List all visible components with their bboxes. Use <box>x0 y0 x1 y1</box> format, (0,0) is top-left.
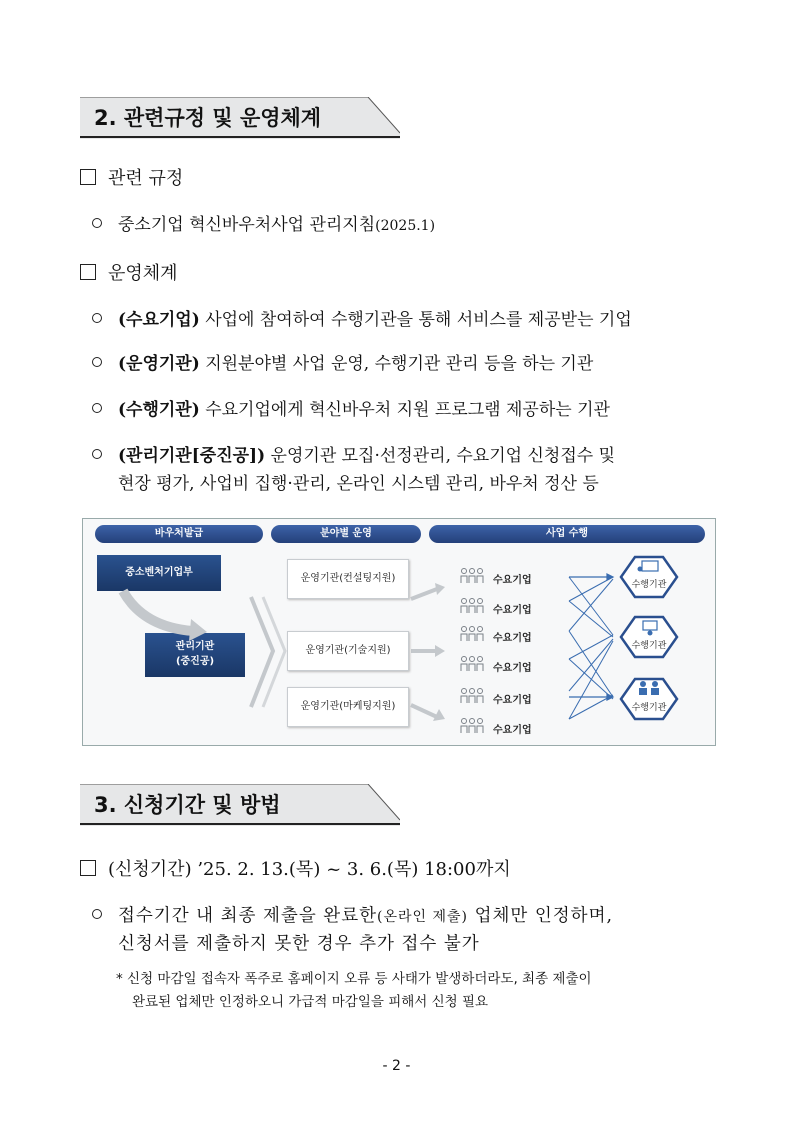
demand-company-5: 수요기업 <box>493 695 532 706</box>
regulation-item-date: (2025.1) <box>375 218 436 234</box>
operator-technology: 운영기관(기술지원) <box>287 631 409 671</box>
operator-marketing: 운영기관(마케팅지원) <box>287 687 409 727</box>
system-item-manager <box>92 444 615 468</box>
square-bullet-icon <box>80 169 96 185</box>
submission-rule-online: (온라인 제출) <box>377 909 469 925</box>
header-voucher-issue: 바우처발급 <box>95 525 263 543</box>
regulation-item-text: 중소기업 혁신바우처사업 관리지침 <box>118 215 376 235</box>
section-3-title: 3. 신청기간 및 방법 <box>94 793 281 817</box>
people-group-icon <box>461 719 483 734</box>
system-heading <box>80 262 178 286</box>
regulation-heading-text: 관련 규정 <box>108 168 184 189</box>
square-bullet-icon <box>80 860 96 876</box>
system-item-provider <box>92 398 610 422</box>
demand-company-3: 수요기업 <box>493 633 532 644</box>
circle-bullet-icon <box>92 218 102 228</box>
provider-label-2: 수행기관 <box>631 641 667 651</box>
operator-consulting: 운영기관(컨설팅지원) <box>287 559 409 599</box>
people-group-icon <box>461 689 483 704</box>
people-group-icon <box>461 627 483 642</box>
application-period <box>80 858 511 882</box>
circle-bullet-icon <box>92 357 102 367</box>
section-3-heading <box>80 784 400 826</box>
system-item-label: (관리기관[중진공]) <box>118 446 266 466</box>
people-group-icon <box>461 569 483 584</box>
section-2-heading <box>80 97 400 139</box>
demand-company-2: 수요기업 <box>493 605 532 616</box>
system-item-manager-line2: 현장 평가, 사업비 집행·관리, 온라인 시스템 관리, 바우처 정산 등 <box>118 474 599 494</box>
demand-company-6: 수요기업 <box>493 725 532 736</box>
header-field-operation: 분야별 운영 <box>271 525 421 543</box>
system-item-text: 사업에 참여하여 수행기관을 통해 서비스를 제공받는 기업 <box>205 310 632 330</box>
operation-diagram <box>82 518 716 746</box>
submission-rule-text: 접수기간 내 최종 제출을 완료한 <box>118 906 378 926</box>
system-item-text: 운영기관 모집·선정관리, 수요기업 신청접수 및 <box>270 446 615 466</box>
system-item-text: 지원분야별 사업 운영, 수행기관 관리 등을 하는 기관 <box>205 354 594 374</box>
system-item-text: 수요기업에게 혁신바우처 지원 프로그램 제공하는 기관 <box>205 400 610 420</box>
note-line2: 완료된 업체만 인정하오니 가급적 마감일을 피해서 신청 필요 <box>132 994 489 1010</box>
system-item-label: (수행기관) <box>118 400 200 420</box>
submission-rule-text-end: 업체만 인정하며, <box>468 906 614 926</box>
demand-company-1: 수요기업 <box>493 575 532 586</box>
provider-label-1: 수행기관 <box>631 580 667 590</box>
note-line1: * 신청 마감일 접속자 폭주로 홈페이지 오류 등 사태가 발생하더라도, 최종 제출이 <box>116 971 592 987</box>
ministry-box: 중소벤처기업부 <box>97 555 221 591</box>
circle-bullet-icon <box>92 403 102 413</box>
people-group-icon <box>461 599 483 614</box>
regulation-item <box>92 213 435 238</box>
circle-bullet-icon <box>92 313 102 323</box>
system-item-label: (운영기관) <box>118 354 200 374</box>
submission-rule-line2: 신청서를 제출하지 못한 경우 추가 접수 불가 <box>118 934 480 954</box>
regulation-heading <box>80 167 183 191</box>
manager-line1: 관리기관 <box>175 641 215 652</box>
people-group-icon <box>461 657 483 672</box>
circle-bullet-icon <box>92 449 102 459</box>
system-item-operator <box>92 352 593 376</box>
system-heading-text: 운영체계 <box>108 263 178 284</box>
submission-rule <box>92 904 613 929</box>
square-bullet-icon <box>80 264 96 280</box>
manager-line2: (중진공) <box>175 656 215 667</box>
demand-company-4: 수요기업 <box>493 663 532 674</box>
system-item-label: (수요기업) <box>118 310 200 330</box>
section-2-title: 2. 관련규정 및 운영체계 <box>94 106 322 130</box>
provider-label-3: 수행기관 <box>631 703 667 713</box>
application-period-text: (신청기간) ’25. 2. 13.(목) ~ 3. 6.(목) 18:00까지 <box>108 859 511 880</box>
circle-bullet-icon <box>92 909 102 919</box>
page-number: - 2 - <box>382 1058 411 1074</box>
system-item-demand <box>92 308 632 332</box>
header-project-execution: 사업 수행 <box>429 525 705 543</box>
